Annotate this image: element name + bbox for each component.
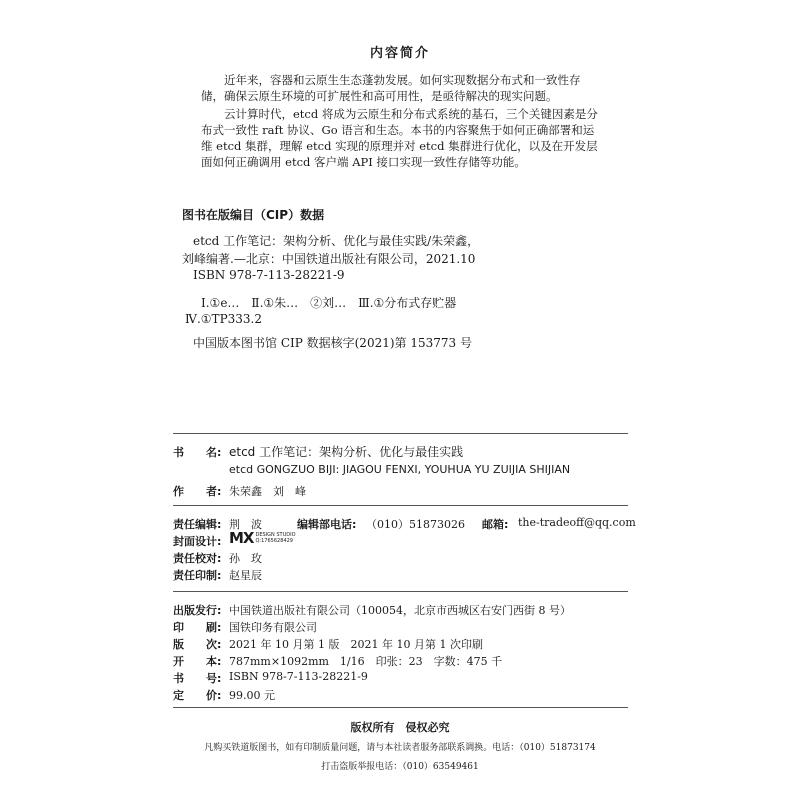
publisher-label: 出版发行:: [173, 604, 222, 617]
edition-info: 2021 年 10 月第 1 版 2021 年 10 月第 1 次印刷: [229, 638, 483, 651]
proofreader-name: 孙 玫: [229, 552, 262, 565]
copyright-notice: 版权所有 侵权必究: [350, 721, 450, 734]
piracy-report-phone: 打击盗版举报电话：（010）63549461: [321, 762, 479, 772]
divider-2: [173, 505, 628, 506]
book-title-pinyin: etcd GONGZUO BIJI: JIAGOU FENXI, YOUHUA YU ZUIJIA SHIJIAN: [229, 463, 571, 476]
intro-title: 内容简介: [369, 46, 430, 61]
divider-3: [173, 591, 628, 592]
isbn-number: ISBN 978-7-113-28221-9: [229, 670, 368, 683]
author-names: 朱荣鑫 刘 峰: [229, 485, 306, 498]
intro-paragraph-1: [201, 72, 601, 104]
format-label: 开 本:: [173, 655, 222, 668]
logo-subtext-1: DESIGN STUDIO: [255, 532, 296, 538]
format-info: 787mm×1092mm 1/16 印张：23 字数：475 千: [229, 655, 503, 668]
cip-isbn: ISBN 978-7-113-28221-9: [193, 268, 345, 282]
intro-paragraph-2: [201, 106, 601, 170]
editorial-phone: （010）51873026: [366, 518, 465, 531]
price-value: 99.00 元: [229, 689, 275, 702]
editorial-phone-label: 编辑部电话:: [297, 518, 357, 531]
email-address: the-tradeoff@qq.com: [518, 516, 636, 529]
editor-name: 荆 波: [229, 518, 262, 531]
logo-subtext: [256, 532, 296, 544]
book-title-label: 书 名:: [173, 446, 222, 459]
printer-name: 国铁印务有限公司: [229, 621, 317, 634]
printer-label: 印 刷:: [173, 621, 222, 634]
quality-notice: 凡购买铁道版图书，如有印制质量问题，请与本社读者服务部联系调换。电话：（010）51873174: [204, 743, 596, 753]
edition-label: 版 次:: [173, 638, 222, 651]
intro-paragraph-2-text: 云计算时代，etcd 将成为云原生和分布式系统的基石，三个关键因素是分布式一致性 raft 协议、Go 语言和生态。本书的内容聚焦于如何正确部署和运维 etcd 集群，理解 etcd 实现的原理并对 etcd 集群进行优化，以及在开发层面如何正确调用 etcd 客户端 API 接口实现一致性存储等功能。: [201, 107, 598, 169]
cip-classification-1: Ⅰ.①e… Ⅱ.①朱… ②刘… Ⅲ.①分布式存贮器: [201, 296, 457, 310]
divider-4: [173, 707, 628, 708]
print-supervisor-label: 责任印制:: [173, 569, 222, 582]
divider-1: [173, 433, 628, 434]
cip-classification-2: Ⅳ.①TP333.2: [185, 312, 262, 326]
cip-line-1: etcd 工作笔记：架构分析、优化与最佳实践/朱荣鑫，: [193, 234, 480, 248]
cip-line-2: 刘峰编著.—北京：中国铁道出版社有限公司，2021.10: [182, 252, 476, 266]
logo-mark: MX: [229, 529, 254, 547]
logo-subtext-2: Q:1765628429: [255, 538, 293, 544]
editor-label: 责任编辑:: [173, 518, 222, 531]
print-supervisor-name: 赵星辰: [229, 569, 262, 582]
intro-paragraph-1-text: 近年来，容器和云原生生态蓬勃发展。如何实现数据分布式和一致性存储，确保云原生环境的可扩展性和高可用性，是亟待解决的现实问题。: [201, 73, 581, 103]
email-label: 邮箱:: [482, 518, 509, 531]
proofreader-label: 责任校对:: [173, 552, 222, 565]
cip-heading: 图书在版编目（CIP）数据: [182, 208, 325, 222]
isbn-label: 书 号:: [173, 672, 222, 685]
book-title: etcd 工作笔记：架构分析、优化与最佳实践: [229, 445, 464, 459]
cover-design-label: 封面设计:: [173, 535, 222, 548]
cip-approval-number: 中国版本图书馆 CIP 数据核字(2021)第 153773 号: [193, 336, 472, 350]
author-label: 作 者:: [173, 485, 222, 498]
price-label: 定 价:: [173, 689, 222, 702]
publisher-info: 中国铁道出版社有限公司（100054，北京市西城区右安门西街 8 号）: [229, 604, 571, 617]
design-studio-logo: [229, 529, 296, 547]
